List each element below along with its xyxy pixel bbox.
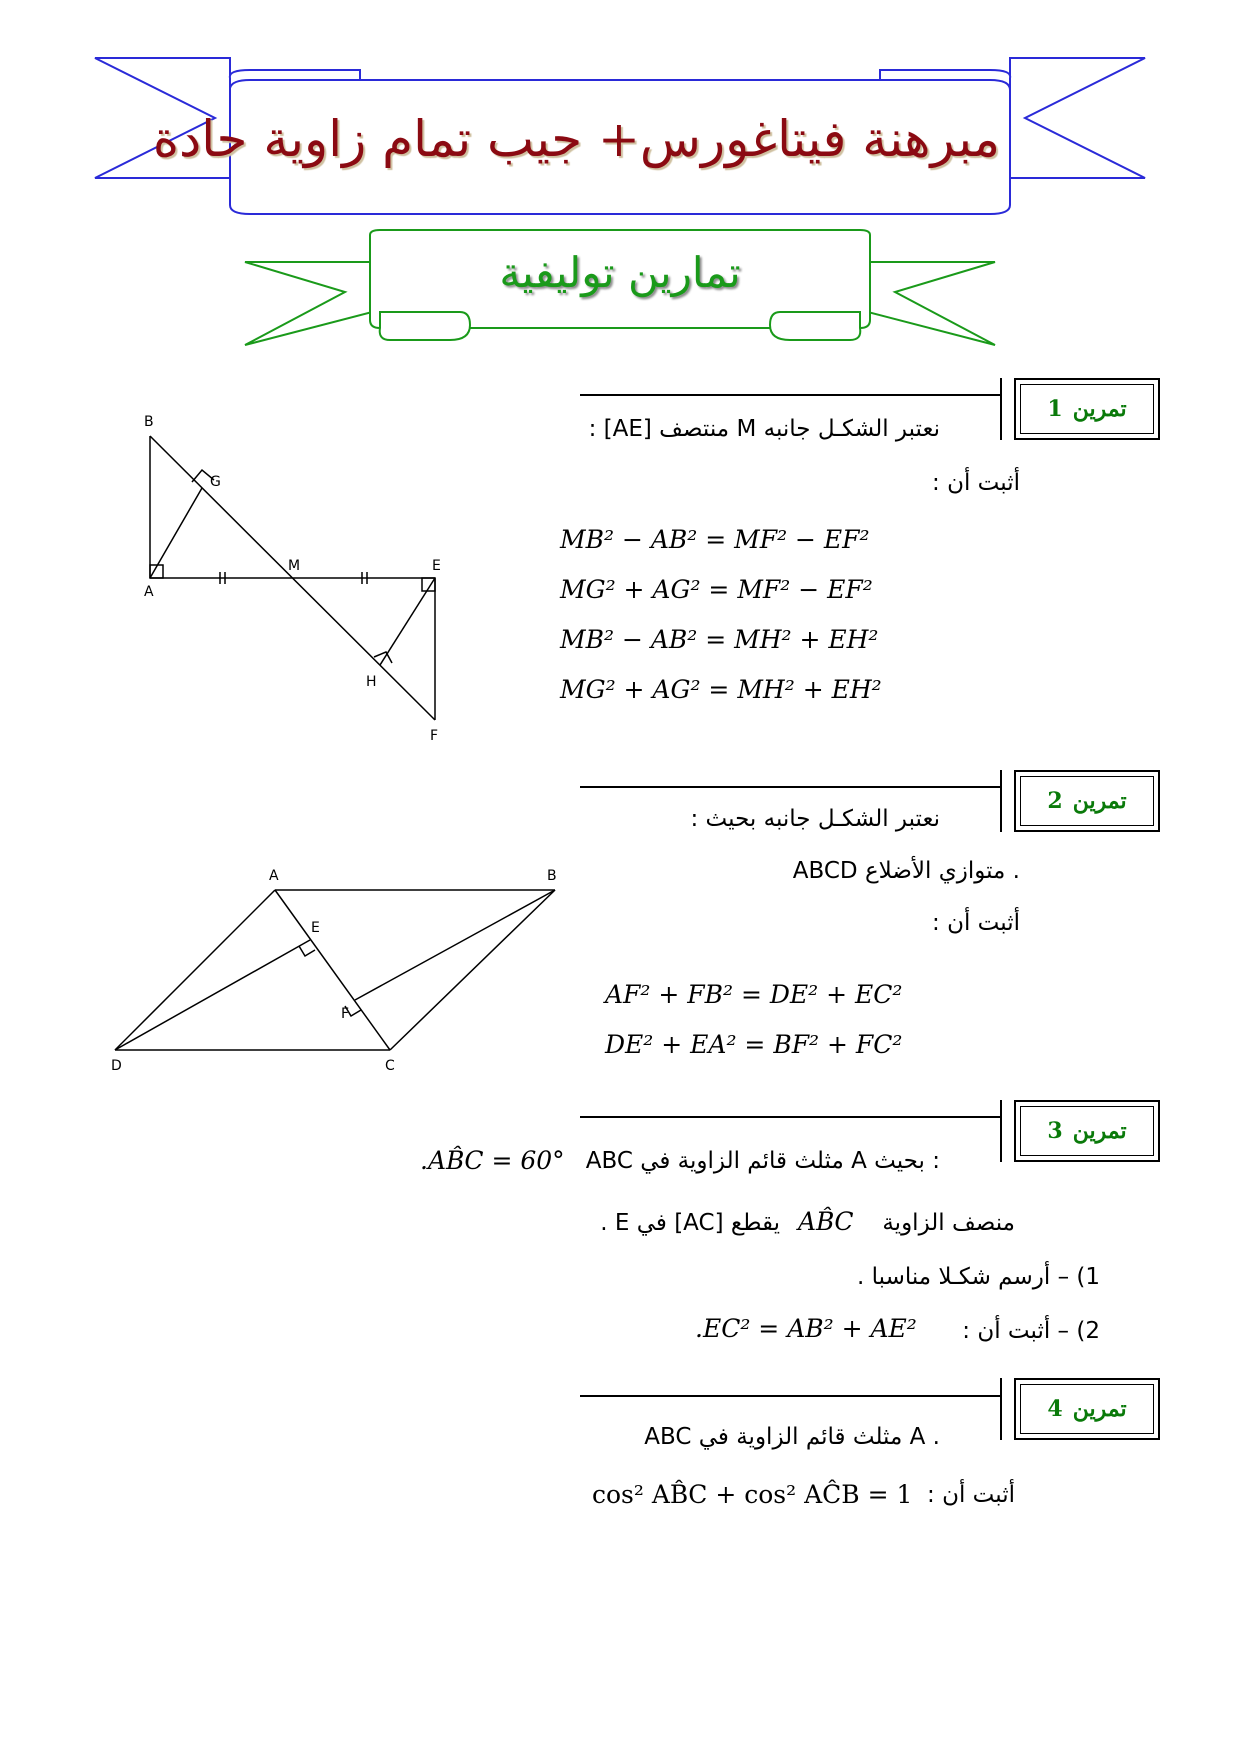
exercise3-number: 3 bbox=[1047, 1118, 1063, 1144]
exercise1-number: 1 bbox=[1047, 396, 1063, 422]
exercise1-eq1: MB² − AB² = MF² − EF² bbox=[560, 525, 870, 554]
exercise4-line1: ABC مثلث قائم الزاوية في A . bbox=[644, 1424, 940, 1450]
exercise1-figure bbox=[140, 410, 460, 750]
exercise3-line2-text-a: منصف الزاوية bbox=[882, 1210, 1015, 1236]
exercise3-label: تمرين bbox=[1072, 1118, 1127, 1144]
exercise3-item2-text: 2) – أثبت أن : bbox=[962, 1318, 1100, 1344]
exercise4-box bbox=[1014, 1378, 1160, 1440]
exercise2-bracket bbox=[1000, 770, 1002, 832]
exercise3-rule bbox=[580, 1116, 1000, 1118]
exercise3-line2-math: AB̂C bbox=[798, 1207, 854, 1236]
fig2-label-B: B bbox=[547, 868, 557, 884]
exercise3-bracket bbox=[1000, 1100, 1002, 1162]
fig2-label-A: A bbox=[269, 868, 279, 884]
exercise4-equation: cos² AB̂C + cos² AĈB = 1 bbox=[592, 1480, 913, 1509]
exercise2-prove: أثبت أن : bbox=[932, 910, 1020, 936]
exercise2-number: 2 bbox=[1047, 788, 1063, 814]
fig1-label-B: B bbox=[144, 414, 154, 430]
exercise1-intro: نعتبر الشكـل جانبه M منتصف [AE] : bbox=[588, 416, 940, 442]
exercise1-rule bbox=[580, 394, 1000, 396]
exercise1-eq4: MG² + AG² = MH² + EH² bbox=[560, 675, 882, 704]
exercise3-item1: 1) – أرسم شكـلا مناسبا . bbox=[857, 1264, 1100, 1290]
exercise2-box bbox=[1014, 770, 1160, 832]
exercise4-prove: أثبت أن : bbox=[927, 1482, 1015, 1508]
fig2-label-C: C bbox=[385, 1058, 395, 1074]
fig1-label-F: F bbox=[430, 728, 439, 744]
exercise1-eq2: MG² + AG² = MF² − EF² bbox=[560, 575, 873, 604]
exercise4-bracket bbox=[1000, 1378, 1002, 1440]
fig1-label-G: G bbox=[210, 474, 221, 490]
exercise1-box bbox=[1014, 378, 1160, 440]
exercise2-eq1: AF² + FB² = DE² + EC² bbox=[605, 980, 903, 1009]
header-ribbon bbox=[0, 0, 1240, 350]
exercise3-box bbox=[1014, 1100, 1160, 1162]
exercise3-line1-text: ABC مثلث قائم الزاوية في A بحيث : bbox=[585, 1148, 940, 1174]
fig2-label-E: E bbox=[311, 920, 320, 936]
fig1-label-H: H bbox=[366, 674, 377, 690]
exercise2-figure bbox=[105, 860, 565, 1080]
exercise2-line1: ABCD متوازي الأضلاع . bbox=[792, 858, 1020, 884]
exercise1-bracket bbox=[1000, 378, 1002, 440]
exercise4-number: 4 bbox=[1047, 1396, 1063, 1422]
fig1-label-E: E bbox=[432, 558, 441, 574]
exercise2-label: تمرين bbox=[1072, 788, 1127, 814]
exercise4-rule bbox=[580, 1395, 1000, 1397]
exercise3-item2-math: .EC² = AB² + AE² bbox=[695, 1314, 917, 1343]
fig1-label-M: M bbox=[288, 558, 301, 574]
exercise2-eq2: DE² + EA² = BF² + FC² bbox=[605, 1030, 903, 1059]
exercise1-label: تمرين bbox=[1072, 396, 1127, 422]
exercise1-prove: أثبت أن : bbox=[932, 470, 1020, 496]
fig1-label-A: A bbox=[144, 584, 154, 600]
fig2-label-F: F bbox=[341, 1006, 350, 1022]
fig2-label-D: D bbox=[111, 1058, 122, 1074]
exercise2-intro: نعتبر الشكـل جانبه بحيث : bbox=[690, 806, 940, 832]
exercise3-line1-math: .AB̂C = 60° bbox=[420, 1146, 565, 1175]
exercise3-line2-text-b: يقطع [AC] في E . bbox=[600, 1210, 780, 1236]
exercise1-eq3: MB² − AB² = MH² + EH² bbox=[560, 625, 879, 654]
page-subtitle: تمارين توليفية bbox=[499, 248, 741, 297]
exercise4-label: تمرين bbox=[1072, 1396, 1127, 1422]
page-title: مبرهنة فيتاغورس+ جيب تمام زاوية حادة bbox=[152, 110, 1000, 168]
exercise2-rule bbox=[580, 786, 1000, 788]
